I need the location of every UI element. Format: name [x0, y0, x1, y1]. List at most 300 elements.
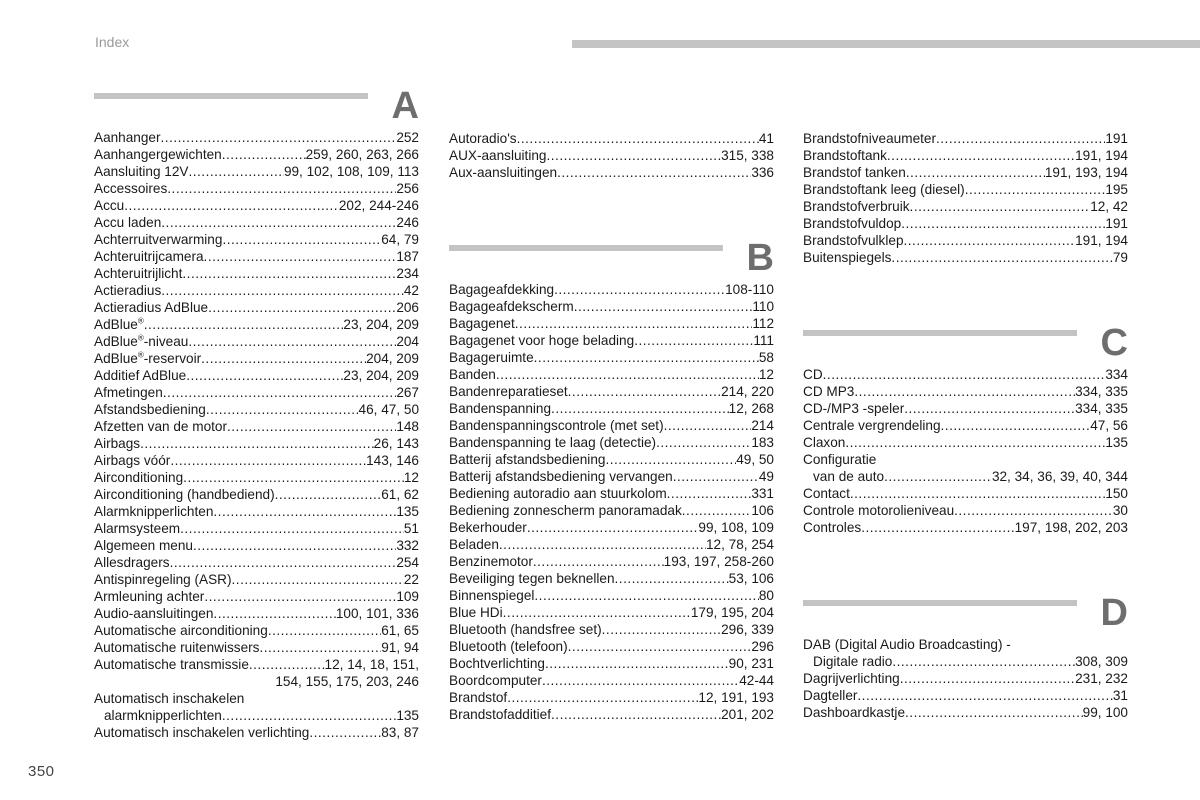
leader-dots — [884, 468, 992, 485]
entry-line — [449, 417, 774, 434]
leader-dots — [124, 197, 339, 214]
entry-line — [449, 164, 774, 181]
index-entry — [94, 486, 419, 503]
entry-line — [803, 232, 1128, 249]
entry-pages: 53, 106 — [728, 571, 774, 586]
entry-pages: 23, 204, 209 — [343, 368, 419, 383]
leader-dots — [615, 570, 729, 587]
entry-term: Claxon — [803, 435, 846, 450]
entry-term: Brandstofvuldop — [803, 216, 902, 231]
entry-pages: 231, 232 — [1075, 671, 1128, 686]
entry-line — [803, 704, 1128, 721]
entry-term: Bandenspanningscontrole (met set) — [449, 418, 664, 433]
leader-dots — [201, 350, 366, 367]
entry-term: Bediening autoradio aan stuurkolom — [449, 486, 667, 501]
entry-pages: 12, 78, 254 — [705, 537, 774, 552]
entry-pages: 334, 335 — [1075, 384, 1128, 399]
leader-dots — [507, 689, 698, 706]
entry-term: Dagteller — [803, 688, 858, 703]
index-entry — [803, 451, 1128, 485]
index-entry — [803, 181, 1128, 198]
index-entry — [803, 670, 1128, 687]
entry-line — [94, 656, 419, 673]
entry-line — [803, 502, 1128, 519]
entry-pages: 201, 202 — [721, 707, 774, 722]
entry-pages: 99, 100 — [1082, 705, 1128, 720]
entry-line — [803, 215, 1128, 232]
leader-dots — [144, 316, 344, 333]
leader-dots — [900, 670, 1075, 687]
entry-line — [94, 248, 419, 265]
leader-dots — [906, 164, 1045, 181]
entry-pages: 106 — [751, 503, 774, 518]
entry-term: Afstandsbediening — [94, 402, 206, 417]
entry-line — [94, 639, 419, 656]
leader-dots — [167, 180, 396, 197]
index-entry — [94, 367, 419, 384]
entry-pages: 191, 194 — [1075, 233, 1128, 248]
entry-term: Configuratie — [803, 452, 877, 467]
index-entry — [94, 231, 419, 248]
entry-pages: 204 — [396, 334, 419, 349]
entry-line — [803, 400, 1128, 417]
entry-pages: 334, 335 — [1075, 401, 1128, 416]
section-header — [94, 85, 419, 129]
entry-term: AUX-aansluiting — [449, 148, 547, 163]
entry-pages: 204, 209 — [366, 351, 419, 366]
leader-dots — [268, 622, 381, 639]
leader-dots — [213, 503, 396, 520]
entry-line — [449, 502, 774, 519]
entry-line — [803, 383, 1128, 400]
leader-dots — [249, 656, 325, 673]
index-entry — [94, 384, 419, 401]
leader-dots — [954, 502, 1113, 519]
entry-term: Brandstof tanken — [803, 165, 906, 180]
entry-line — [449, 672, 774, 689]
entry-term: Bagagenet voor hoge belading — [449, 333, 635, 348]
index-entry — [449, 349, 774, 366]
index-entry — [94, 435, 419, 452]
leader-dots — [605, 451, 736, 468]
leader-dots — [503, 604, 691, 621]
index-entry — [94, 282, 419, 299]
entry-line — [803, 451, 1128, 468]
index-entry — [94, 639, 419, 656]
entry-pages: 42 — [403, 283, 419, 298]
entry-line — [94, 333, 419, 350]
entry-pages: 58 — [758, 350, 774, 365]
entry-term: Afzetten van de motor — [94, 419, 227, 434]
entry-term: Automatisch inschakelen verlichting — [94, 725, 310, 740]
entry-pages: 179, 195, 204 — [690, 605, 774, 620]
index-entry — [94, 469, 419, 486]
entry-line — [803, 670, 1128, 687]
entry-pages: 214 — [751, 418, 774, 433]
index-entry — [449, 315, 774, 332]
entry-pages: 61, 62 — [381, 487, 419, 502]
index-entry — [449, 672, 774, 689]
leader-dots — [546, 147, 721, 164]
index-entry — [94, 588, 419, 605]
entry-term: Bagagenet — [449, 316, 515, 331]
leader-dots — [634, 332, 753, 349]
leader-dots — [161, 282, 404, 299]
leader-dots — [208, 299, 396, 316]
index-entry — [449, 451, 774, 468]
leader-dots — [557, 164, 751, 181]
entry-pages: 197, 198, 202, 203 — [1014, 520, 1128, 535]
entry-line — [94, 384, 419, 401]
entry-term: Automatisch inschakelen — [94, 691, 245, 706]
leader-dots — [188, 163, 283, 180]
index-entry — [94, 333, 419, 350]
leader-dots — [850, 485, 1105, 502]
index-column-3 — [803, 130, 1128, 721]
entry-line — [803, 485, 1128, 502]
leader-dots — [887, 147, 1075, 164]
entry-line — [94, 401, 419, 418]
entry-line — [803, 147, 1128, 164]
entry-line — [449, 434, 774, 451]
entry-term: alarmknipperlichten — [104, 708, 222, 723]
leader-dots — [180, 520, 404, 537]
index-entry — [449, 621, 774, 638]
leader-dots — [965, 181, 1106, 198]
entry-term: AdBlue®-niveau — [94, 333, 189, 349]
entry-line — [94, 282, 419, 299]
index-entry — [94, 554, 419, 571]
index-entry — [449, 468, 774, 485]
leader-dots — [534, 587, 758, 604]
index-entry — [449, 638, 774, 655]
index-entry — [449, 570, 774, 587]
index-entry — [803, 366, 1128, 383]
entry-term: Airbags — [94, 436, 141, 451]
entry-pages: 254 — [396, 555, 419, 570]
leader-dots — [542, 672, 739, 689]
entry-line — [803, 164, 1128, 181]
entry-term: Afmetingen — [94, 385, 163, 400]
entry-line — [94, 197, 419, 214]
entry-line — [94, 163, 419, 180]
entry-pages: 31 — [1112, 688, 1128, 703]
leader-dots — [845, 434, 1105, 451]
entry-line — [94, 435, 419, 452]
index-entry — [94, 350, 419, 367]
entry-line — [94, 316, 419, 333]
index-entry — [94, 724, 419, 741]
entry-term: Algemeen menu — [94, 538, 193, 553]
index-entry — [94, 571, 419, 588]
entry-pages: 191 — [1105, 131, 1128, 146]
index-section — [449, 130, 774, 181]
entry-term: Automatische airconditioning — [94, 623, 268, 638]
leader-dots — [227, 418, 396, 435]
entry-term: Accessoires — [94, 181, 168, 196]
leader-dots — [551, 400, 729, 417]
entry-term: Armleuning achter — [94, 589, 205, 604]
entry-line — [449, 468, 774, 485]
entry-line — [803, 198, 1128, 215]
index-entry — [449, 502, 774, 519]
entry-pages: 23, 204, 209 — [343, 317, 419, 332]
entry-pages: 30 — [1112, 503, 1128, 518]
entry-pages: 12, 268 — [728, 401, 774, 416]
entry-pages: 83, 87 — [381, 725, 419, 740]
entry-pages: 259, 260, 263, 266 — [305, 147, 419, 162]
entry-line — [94, 622, 419, 639]
entry-line — [94, 469, 419, 486]
index-entry — [449, 604, 774, 621]
leader-dots — [602, 621, 721, 638]
entry-term: CD — [803, 367, 823, 382]
entry-line — [94, 486, 419, 503]
entry-pages: 195 — [1105, 182, 1128, 197]
entry-pages: 331 — [751, 486, 774, 501]
leader-dots — [545, 655, 729, 672]
entry-term: Blue HDi — [449, 605, 503, 620]
index-entry — [803, 249, 1128, 266]
entry-pages: 183 — [751, 435, 774, 450]
entry-term: Automatische ruitenwissers — [94, 640, 260, 655]
entry-line — [94, 146, 419, 163]
entry-line — [94, 690, 419, 707]
entry-line — [94, 265, 419, 282]
index-entry — [449, 536, 774, 553]
index-entry — [803, 400, 1128, 417]
entry-term: Antispinregeling (ASR) — [94, 572, 232, 587]
entry-pages: 100, 101, 336 — [335, 606, 419, 621]
entry-term: Bandenreparatieset — [449, 384, 568, 399]
leader-dots — [193, 537, 396, 554]
index-entry — [94, 265, 419, 282]
index-entry — [449, 519, 774, 536]
entry-line — [94, 180, 419, 197]
entry-term: Accu laden — [94, 215, 162, 230]
entry-term: Bediening zonnescherm panoramadak — [449, 503, 682, 518]
index-entry — [449, 383, 774, 400]
entry-line — [449, 400, 774, 417]
entry-term: Airconditioning (handbediend) — [94, 487, 275, 502]
index-entry — [94, 656, 419, 690]
entry-term: Bochtverlichting — [449, 656, 545, 671]
entry-line — [94, 571, 419, 588]
entry-term: Buitenspiegels — [803, 250, 892, 265]
entry-term: Accu — [94, 198, 125, 213]
index-entry — [94, 214, 419, 231]
leader-dots — [904, 232, 1076, 249]
entry-line — [449, 332, 774, 349]
section-rule — [803, 600, 1077, 606]
index-entry — [94, 452, 419, 469]
entry-term: Brandstoftank leeg (diesel) — [803, 182, 965, 197]
entry-pages: 47, 56 — [1090, 418, 1128, 433]
leader-dots — [259, 639, 381, 656]
entry-pages: 135 — [396, 708, 419, 723]
entry-line — [94, 503, 419, 520]
index-entry — [803, 383, 1128, 400]
entry-term: Aanhangergewichten — [94, 147, 222, 162]
entry-line — [94, 673, 419, 690]
entry-term: Controles — [803, 520, 862, 535]
index-entry — [449, 366, 774, 383]
index-section — [449, 237, 774, 723]
entry-term: Dashboardkastje — [803, 705, 906, 720]
leader-dots — [534, 349, 759, 366]
entry-line — [94, 537, 419, 554]
index-entry — [449, 417, 774, 434]
entry-term: Beveiliging tegen beknellen — [449, 571, 615, 586]
entry-line — [94, 299, 419, 316]
entry-pages: 99, 108, 109 — [698, 520, 774, 535]
index-entry — [803, 502, 1128, 519]
leader-dots — [222, 231, 381, 248]
entry-line — [449, 147, 774, 164]
entry-pages: 41 — [758, 131, 774, 146]
entry-pages: 143, 146 — [366, 453, 419, 468]
index-entry — [803, 687, 1128, 704]
entry-pages: 252 — [396, 130, 419, 145]
entry-pages: 150 — [1105, 486, 1128, 501]
entry-term: Automatische transmissie — [94, 657, 249, 672]
entry-term: Binnenspiegel — [449, 588, 535, 603]
index-entry — [803, 130, 1128, 147]
entry-pages: 202, 244-246 — [338, 198, 419, 213]
leader-dots — [161, 129, 397, 146]
entry-term: Bagageafdekking — [449, 282, 555, 297]
section-rule — [94, 93, 368, 99]
entry-pages: 109 — [396, 589, 419, 604]
index-entry — [803, 636, 1128, 670]
section-header — [803, 322, 1128, 366]
entry-line — [449, 366, 774, 383]
index-entry — [94, 316, 419, 333]
entry-pages: 26, 143 — [373, 436, 419, 451]
entry-line — [449, 536, 774, 553]
entry-pages: 108-110 — [725, 282, 774, 297]
entry-pages: 246 — [396, 215, 419, 230]
entry-term: CD-/MP3 -speler — [803, 401, 905, 416]
entry-term: Aanhanger — [94, 130, 161, 145]
section-letter: B — [746, 237, 774, 279]
entry-pages: 64, 79 — [381, 232, 419, 247]
index-entry — [94, 180, 419, 197]
index-section — [803, 592, 1128, 721]
entry-pages: 90, 231 — [728, 656, 774, 671]
leader-dots — [656, 434, 751, 451]
index-entry — [94, 537, 419, 554]
entry-line — [449, 451, 774, 468]
entry-pages: 111 — [753, 333, 774, 348]
entry-pages: 79 — [1112, 250, 1128, 265]
entry-term: Bluetooth (telefoon) — [449, 639, 568, 654]
leader-dots — [204, 588, 396, 605]
entry-term: Bagageruimte — [449, 350, 534, 365]
entry-pages: 193, 197, 258-260 — [663, 554, 774, 569]
entry-term: Actieradius — [94, 283, 162, 298]
entry-line — [803, 181, 1128, 198]
index-entry — [803, 215, 1128, 232]
leader-dots — [682, 502, 752, 519]
entry-line — [94, 724, 419, 741]
entry-pages: 135 — [1105, 435, 1128, 450]
index-entry — [449, 164, 774, 181]
index-entry — [803, 417, 1128, 434]
entry-pages: 12, 14, 18, 151, — [324, 657, 419, 672]
entry-line — [94, 231, 419, 248]
entry-line — [94, 350, 419, 367]
entry-term: Controle motorolieniveau — [803, 503, 955, 518]
entry-term: Brandstoftank — [803, 148, 887, 163]
entry-line — [449, 298, 774, 315]
index-entry — [449, 587, 774, 604]
index-entry — [94, 520, 419, 537]
entry-term: Batterij afstandsbediening — [449, 452, 606, 467]
index-entry — [803, 434, 1128, 451]
leader-dots — [901, 215, 1105, 232]
entry-pages: 99, 102, 108, 109, 113 — [283, 164, 419, 179]
entry-line — [803, 636, 1128, 653]
entry-line — [94, 588, 419, 605]
section-letter: C — [1100, 322, 1128, 364]
entry-term: Additief AdBlue — [94, 368, 187, 383]
leader-dots — [568, 383, 721, 400]
entry-line — [803, 130, 1128, 147]
leader-dots — [664, 417, 752, 434]
section-rule — [449, 245, 723, 251]
index-entry — [449, 706, 774, 723]
entry-pages: 214, 220 — [721, 384, 774, 399]
entry-term: Bandenspanning — [449, 401, 552, 416]
entry-pages: 22 — [403, 572, 419, 587]
leader-dots — [161, 214, 396, 231]
entry-term: AdBlue®-reservoir — [94, 350, 202, 366]
index-entry — [803, 485, 1128, 502]
entry-term: CD MP3 — [803, 384, 855, 399]
leader-dots — [163, 384, 397, 401]
entry-term: Boordcomputer — [449, 673, 542, 688]
index-section — [94, 85, 419, 741]
entry-pages: 296 — [751, 639, 774, 654]
entry-pages: 51 — [403, 521, 419, 536]
leader-dots — [854, 383, 1075, 400]
entry-line — [449, 706, 774, 723]
index-entry — [803, 519, 1128, 536]
entry-pages: 191, 194 — [1075, 148, 1128, 163]
entry-line — [449, 655, 774, 672]
entry-pages: 49, 50 — [736, 452, 774, 467]
entry-pages: 336 — [751, 165, 774, 180]
entry-pages: 334 — [1105, 367, 1128, 382]
index-entry — [94, 163, 419, 180]
leader-dots — [857, 687, 1112, 704]
index-entry — [803, 164, 1128, 181]
entry-pages: 12 — [758, 367, 774, 382]
entry-term: Brandstofniveaumeter — [803, 131, 936, 146]
entry-pages: 148 — [396, 419, 419, 434]
entry-line — [449, 519, 774, 536]
entry-line — [803, 366, 1128, 383]
index-entry — [94, 197, 419, 214]
leader-dots — [517, 130, 759, 147]
entry-pages: 256 — [396, 181, 419, 196]
index-entry — [449, 400, 774, 417]
index-entry — [449, 298, 774, 315]
leader-dots — [936, 130, 1105, 147]
page-number: 350 — [28, 763, 55, 780]
entry-term: Dagrijverlichting — [803, 671, 900, 686]
